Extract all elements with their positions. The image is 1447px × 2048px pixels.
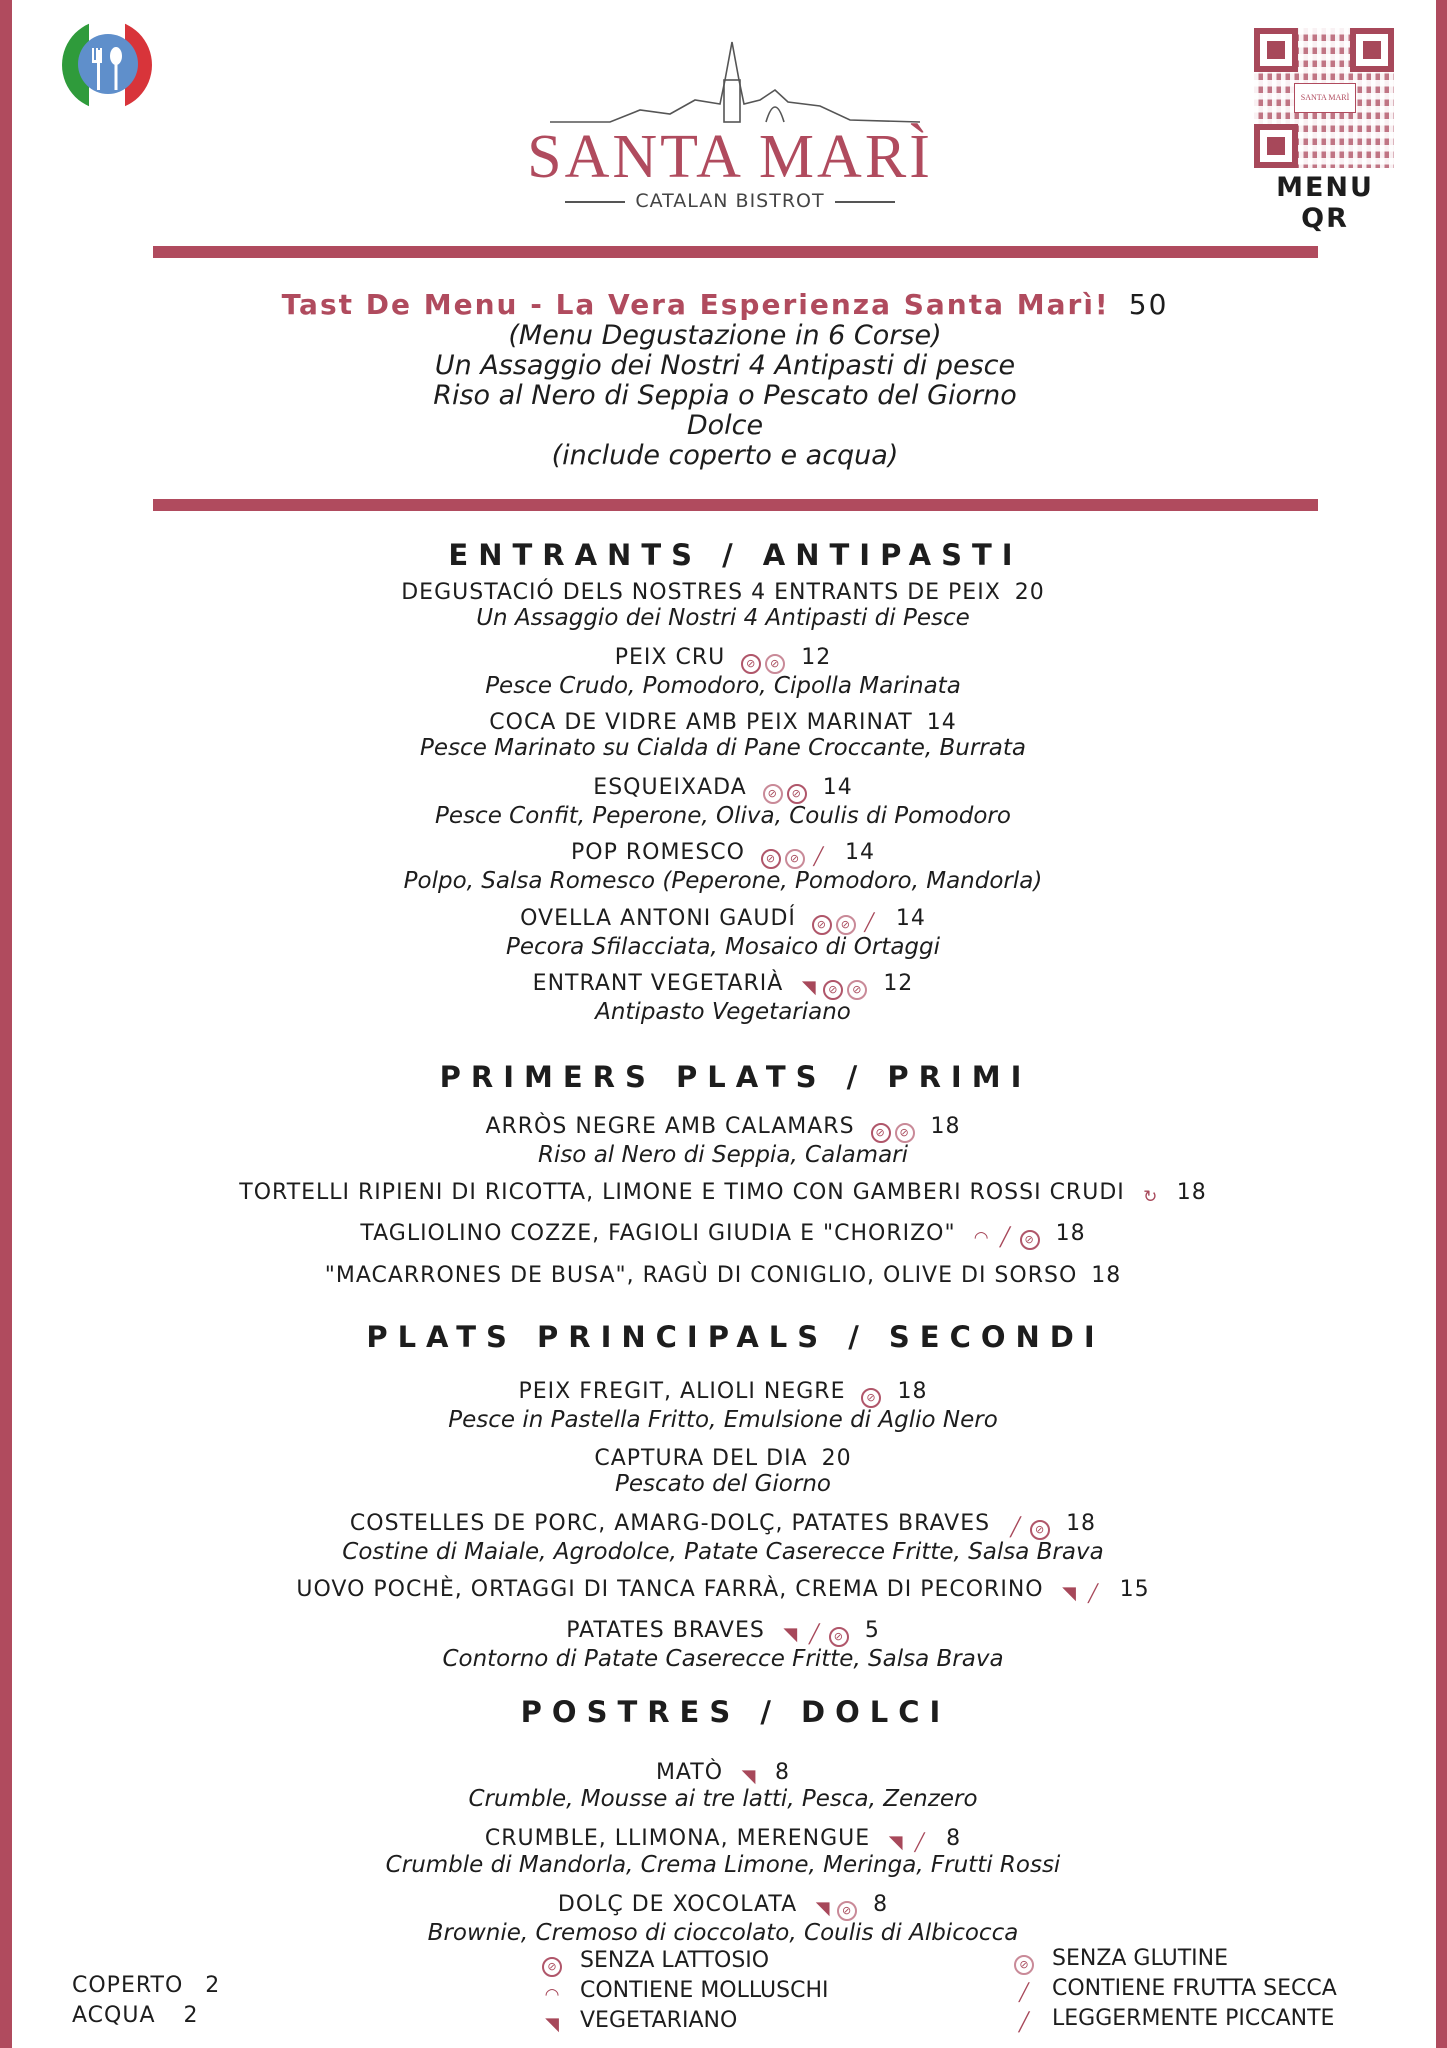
nuts-icon: ╱ — [1087, 1584, 1100, 1604]
acqua-row — [72, 2003, 199, 2028]
menu-item-name: OVELLA ANTONI GAUDÍ — [520, 906, 796, 931]
vegetarian-icon: ◥ — [1062, 1583, 1078, 1604]
menu-item — [153, 971, 1293, 1025]
menu-item — [153, 1577, 1293, 1604]
menu-item — [153, 1263, 1293, 1289]
menu-item-price: 18 — [1066, 1511, 1097, 1536]
menu-item-description: Pesce Crudo, Pomodoro, Cipolla Marinata — [485, 673, 961, 699]
menu-item-title-row — [153, 1180, 1293, 1207]
menu-item-title-row — [153, 1114, 1293, 1143]
allergen-icons — [811, 1892, 859, 1917]
section-title-primi: PRIMERS PLATS / PRIMI — [439, 1060, 1032, 1094]
nuts-icon: ╱ — [813, 847, 825, 867]
menu-item-description: Polpo, Salsa Romesco (Peperone, Pomodoro, Mandorla) — [403, 868, 1043, 894]
menu-item-name: POP ROMESCO — [571, 840, 745, 865]
brand-name: SANTA MARÌ — [527, 123, 933, 191]
menu-item-price: 8 — [873, 1892, 889, 1917]
legend-item — [1012, 1946, 1228, 1975]
menu-item-description: Antipasto Vegetariano — [595, 999, 851, 1025]
coperto-label: COPERTO — [72, 1973, 184, 1998]
menu-item-name: PATATES BRAVES — [566, 1618, 765, 1643]
menu-item-name: TORTELLI RIPIENI DI RICOTTA, LIMONE E TIMO CON GAMBERI ROSSI CRUDI — [239, 1180, 1125, 1205]
menu-item-price: 12 — [883, 971, 914, 996]
no-lactose-icon: ⊘ — [1020, 1230, 1040, 1250]
menu-item — [153, 1618, 1293, 1672]
menu-item — [153, 580, 1293, 631]
allergen-icons — [737, 1760, 761, 1785]
menu-item-description: Crumble di Mandorla, Crema Limone, Meringa, Frutti Rossi — [385, 1852, 1061, 1878]
menu-item-name: MATÒ — [655, 1760, 724, 1785]
legend-label: CONTIENE FRUTTA SECCA — [1052, 1976, 1337, 2001]
gluten-free-icon: ⊘ — [763, 784, 783, 804]
menu-item-title-row — [153, 1379, 1293, 1408]
menu-item — [153, 1114, 1293, 1168]
gluten-free-icon: ⊘ — [847, 980, 867, 1000]
menu-item-price: 20 — [821, 1446, 852, 1471]
allergen-icons — [779, 1618, 851, 1643]
allergen-icons — [859, 1379, 883, 1404]
menu-item-price: 14 — [844, 840, 875, 865]
menu-item-name: ENTRANT VEGETARIÀ — [532, 971, 784, 996]
menu-item — [153, 1760, 1293, 1812]
nuts-icon: ╱ — [914, 1833, 926, 1853]
menu-item-name: COCA DE VIDRE AMB PEIX MARINAT — [489, 710, 913, 735]
gluten-free-icon: ⊘ — [837, 1901, 857, 1921]
menu-item-description: Pesce in Pastella Fritto, Emulsione di Aglio Nero — [448, 1407, 998, 1433]
allergen-icons — [1058, 1577, 1106, 1602]
menu-item-title-row — [153, 971, 1293, 1000]
gluten-free-icon: ⊘ — [836, 915, 856, 935]
menu-item — [153, 1221, 1293, 1250]
gluten-free-icon: ⊘ — [895, 1123, 915, 1143]
menu-item-price: 12 — [801, 645, 832, 670]
menu-item-title-row — [153, 1221, 1293, 1250]
menu-item-price: 14 — [822, 775, 853, 800]
town-skyline-icon — [520, 40, 940, 130]
coperto-price: 2 — [205, 1973, 221, 1998]
spicy-icon: ╱ — [808, 1624, 821, 1645]
gluten-free-icon: ⊘ — [1014, 1955, 1034, 1975]
shellfish-icon: ◠ — [544, 1985, 560, 2005]
acqua-label: ACQUA — [72, 2003, 156, 2028]
menu-item-name: TAGLIOLINO COZZE, FAGIOLI GIUDIA E "CHORIZO" — [360, 1221, 956, 1246]
menu-item-title-row — [153, 1618, 1293, 1647]
no-lactose-icon: ⊘ — [1030, 1520, 1050, 1540]
menu-item-title-row — [153, 1826, 1293, 1853]
menu-item-name: DOLÇ DE XOCOLATA — [557, 1892, 798, 1917]
qr-label: MENU QR — [1276, 172, 1374, 234]
coperto-row — [72, 1973, 220, 1998]
menu-item — [153, 1826, 1293, 1878]
menu-item-description: Riso al Nero di Seppia, Calamari — [537, 1142, 909, 1168]
menu-item-name: COSTELLES DE PORC, AMARG-DOLÇ, PATATES BRAVES — [349, 1511, 991, 1536]
tasting-line: Un Assaggio dei Nostri 4 Antipasti di pesce — [434, 350, 1016, 381]
no-lactose-icon: ⊘ — [823, 980, 843, 1000]
tasting-price: 50 — [1128, 288, 1169, 321]
menu-item-description: Contorno di Patate Caserecce Fritte, Salsa Brava — [442, 1646, 1004, 1672]
gluten-free-icon: ⊘ — [785, 849, 805, 869]
no-lactose-icon: ⊘ — [787, 784, 807, 804]
vegetarian-icon: ◥ — [545, 2014, 559, 2035]
legend-item — [1012, 1976, 1337, 2003]
menu-item-price: 18 — [1055, 1221, 1086, 1246]
menu-item-price: 20 — [1014, 580, 1045, 605]
legend-label: SENZA LATTOSIO — [580, 1948, 770, 1973]
gluten-free-icon: ⊘ — [765, 654, 785, 674]
menu-item-description: Brownie, Cremoso di cioccolato, Coulis di Albicocca — [427, 1920, 1019, 1946]
tasting-menu — [160, 288, 1290, 471]
divider-top — [153, 246, 1318, 258]
menu-item-title-row — [153, 645, 1293, 674]
spicy-icon: ╱ — [1018, 2012, 1030, 2033]
menu-item-price: 8 — [946, 1826, 962, 1851]
legend-item — [540, 1948, 769, 1977]
allergen-icons — [759, 840, 831, 865]
menu-item — [153, 1446, 1293, 1497]
menu-item-price: 14 — [926, 710, 957, 735]
vegetarian-icon: ◥ — [741, 1766, 757, 1787]
tasting-line: (include coperto e acqua) — [551, 440, 899, 471]
allergen-icons — [761, 775, 809, 800]
no-lactose-icon: ⊘ — [829, 1627, 849, 1647]
menu-item-price: 18 — [897, 1379, 928, 1404]
vegetarian-icon: ◥ — [801, 977, 817, 998]
acqua-price: 2 — [183, 2003, 199, 2028]
menu-item-title-row — [153, 710, 1293, 736]
menu-item-description: Pesce Marinato su Cialda di Pane Croccante, Burrata — [420, 735, 1026, 761]
tasting-title: Tast De Menu - La Vera Esperienza Santa Marì! — [281, 288, 1110, 321]
menu-item-description: Crumble, Mousse ai tre latti, Pesca, Zenzero — [468, 1786, 978, 1812]
spicy-icon: ╱ — [1010, 1517, 1022, 1538]
left-border — [0, 0, 12, 2048]
menu-item-price: 18 — [930, 1114, 961, 1139]
legend-item — [540, 2008, 737, 2035]
menu-item-title-row — [153, 1263, 1293, 1289]
menu-qr-code[interactable] — [1254, 28, 1394, 168]
menu-item-description: Un Assaggio dei Nostri 4 Antipasti di Pesce — [476, 605, 970, 631]
menu-item-name: CAPTURA DEL DIA — [594, 1446, 808, 1471]
menu-item-title-row — [153, 1892, 1293, 1921]
vegetarian-icon: ◥ — [815, 1898, 831, 1919]
menu-item-name: PEIX CRU — [614, 645, 726, 670]
vegetarian-icon: ◥ — [783, 1624, 799, 1645]
nuts-icon: ╱ — [864, 913, 876, 933]
menu-item-title-row — [153, 1446, 1293, 1472]
menu-item — [153, 645, 1293, 699]
menu-item-name: ESQUEIXADA — [593, 775, 747, 800]
allergen-icons — [869, 1114, 917, 1139]
menu-item-title-row — [153, 840, 1293, 869]
menu-item-description: Pescato del Giorno — [615, 1471, 831, 1497]
menu-item — [153, 1511, 1293, 1565]
menu-item-title-row — [153, 1760, 1293, 1787]
menu-item-name: ARRÒS NEGRE AMB CALAMARS — [485, 1114, 855, 1139]
allergen-icons — [884, 1826, 932, 1851]
menu-item — [153, 906, 1293, 960]
no-lactose-icon: ⊘ — [542, 1957, 562, 1977]
menu-item — [153, 1180, 1293, 1207]
menu-item — [153, 1892, 1293, 1946]
menu-item-price: 15 — [1119, 1577, 1150, 1602]
menu-item-name: CRUMBLE, LLIMONA, MERENGUE — [484, 1826, 871, 1851]
legend-label: SENZA GLUTINE — [1052, 1946, 1229, 1971]
menu-item-title-row — [153, 1577, 1293, 1604]
qr-logo: SANTA MARÌ — [1294, 83, 1356, 113]
nuts-icon: ╱ — [1018, 1983, 1030, 2003]
restaurant-cutlery-logo-icon — [62, 20, 152, 110]
menu-item — [153, 840, 1293, 894]
menu-item-description: Pesce Confit, Peperone, Oliva, Coulis di Pomodoro — [435, 803, 1011, 829]
vegetarian-icon: ◥ — [888, 1832, 904, 1853]
legend-item — [540, 1978, 829, 2005]
menu-item-price: 18 — [1091, 1263, 1122, 1288]
tasting-line: (Menu Degustazione in 6 Corse) — [508, 320, 942, 351]
divider-middle — [153, 499, 1318, 511]
section-title-antipasti: ENTRANTS / ANTIPASTI — [448, 538, 1023, 572]
menu-item-title-row — [153, 1511, 1293, 1540]
allergen-icons — [970, 1221, 1042, 1246]
spicy-icon: ╱ — [999, 1227, 1012, 1248]
menu-item-name: DEGUSTACIÓ DELS NOSTRES 4 ENTRANTS DE PEIX — [401, 580, 1001, 605]
tasting-title-row — [160, 288, 1290, 321]
allergen-icons — [1139, 1180, 1163, 1205]
menu-item — [153, 710, 1293, 761]
allergen-icons — [797, 971, 869, 996]
menu-item-price: 18 — [1176, 1180, 1207, 1205]
shrimp-icon: ↻ — [1143, 1187, 1159, 1207]
tasting-line: Dolce — [686, 410, 764, 441]
menu-item-name: "MACARRONES DE BUSA", RAGÙ DI CONIGLIO, OLIVE DI SORSO — [324, 1263, 1078, 1288]
menu-item-price: 5 — [864, 1618, 880, 1643]
tasting-line: Riso al Nero di Seppia o Pescato del Giorno — [433, 380, 1017, 411]
no-lactose-icon: ⊘ — [812, 915, 832, 935]
menu-item-title-row — [153, 580, 1293, 606]
menu-item — [153, 1379, 1293, 1433]
no-lactose-icon: ⊘ — [741, 654, 761, 674]
menu-item-description: Costine di Maiale, Agrodolce, Patate Caserecce Fritte, Salsa Brava — [342, 1539, 1104, 1565]
legend-label: VEGETARIANO — [580, 2008, 738, 2033]
section-title-secondi: PLATS PRINCIPALS / SECONDI — [366, 1320, 1105, 1354]
menu-item-title-row — [153, 906, 1293, 935]
menu-item-price: 14 — [895, 906, 926, 931]
legend-label: LEGGERMENTE PICCANTE — [1052, 2006, 1335, 2031]
legend-item — [1012, 2006, 1334, 2033]
no-lactose-icon: ⊘ — [761, 849, 781, 869]
shellfish-icon: ◠ — [973, 1228, 990, 1248]
brand-subtitle: CATALAN BISTROT — [520, 190, 940, 212]
no-lactose-icon: ⊘ — [871, 1123, 891, 1143]
menu-item-price: 8 — [775, 1760, 791, 1785]
menu-item-title-row — [153, 775, 1293, 804]
brand-logo — [520, 40, 940, 215]
legend-label: CONTIENE MOLLUSCHI — [580, 1978, 829, 2003]
no-lactose-icon: ⊘ — [861, 1388, 881, 1408]
menu-item-name: UOVO POCHÈ, ORTAGGI DI TANCA FARRÀ, CREMA DI PECORINO — [296, 1577, 1044, 1602]
allergen-icons — [810, 906, 882, 931]
menu-item-description: Pecora Sfilacciata, Mosaico di Ortaggi — [505, 934, 941, 960]
menu-item — [153, 775, 1293, 829]
section-title-dolci: POSTRES / DOLCI — [520, 1695, 951, 1729]
allergen-icons — [1004, 1511, 1052, 1536]
allergen-icons — [739, 645, 787, 670]
menu-item-name: PEIX FREGIT, ALIOLI NEGRE — [518, 1379, 846, 1404]
right-border — [1436, 0, 1447, 2048]
